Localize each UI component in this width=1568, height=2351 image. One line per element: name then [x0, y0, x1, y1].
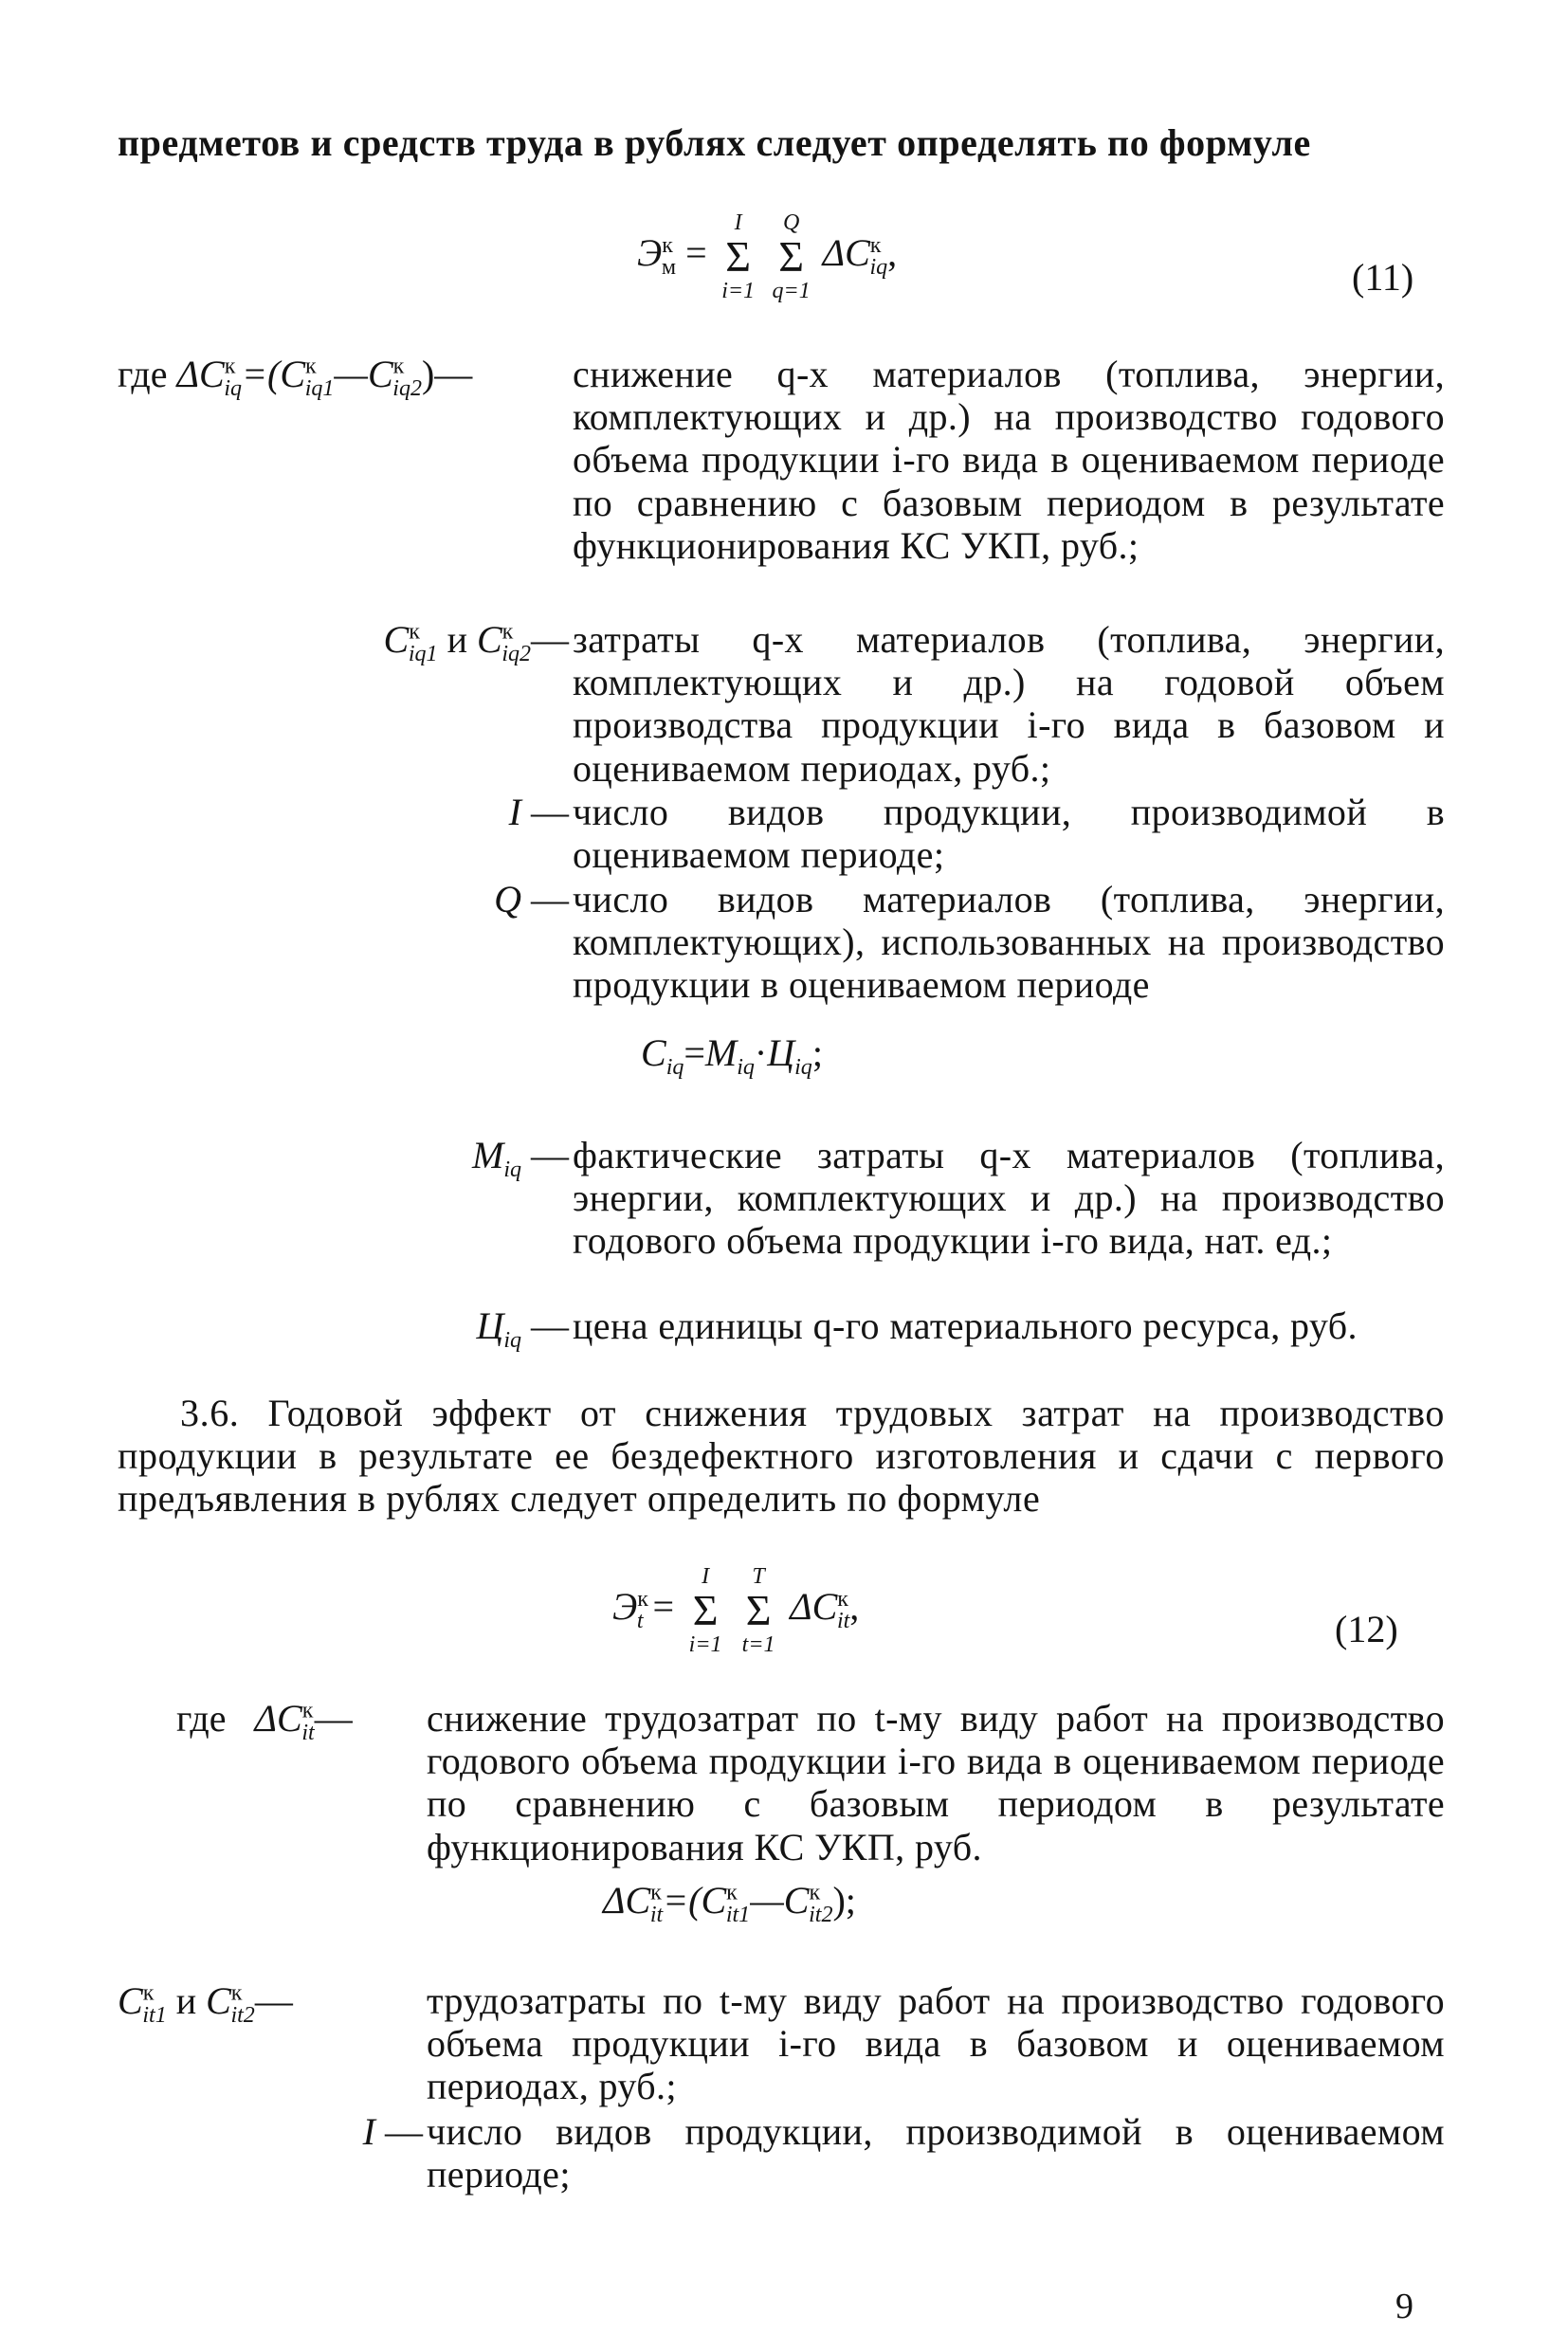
- section-3-6-paragraph: 3.6. Годовой эффект от снижения трудовых затрат на производство продукции в результате ее бездефектного изготовления и сдачи с первого предъявления в рублях следует определить по формуле: [118, 1392, 1445, 1521]
- sum-sign-t: T Σ t=1: [741, 1564, 775, 1657]
- def-term-m-iq: $M_{iq}$ —: [472, 1134, 569, 1182]
- def-text-delta-c-iq: снижение q-х материалов (топлива, энергии, комплектующих и др.) на производство годового объема продукции i-го вида в оцениваемом периоде по сравнению с базовым периодом в результате функционирования КС УКП, руб.;: [573, 353, 1445, 567]
- def-term-c-iq1-c-iq2: $C^к_{iq1}$ и $C^к_{iq2}—$: [383, 618, 569, 666]
- def-text-q: число видов материалов (топлива, энергии, комплектующих), использованных на производство продукции в оцениваемом периоде: [573, 878, 1445, 1007]
- def-text-ts-iq: цена единицы q-го материального ресурса, руб.: [573, 1304, 1358, 1347]
- formula-12: $Э^к_t$ = I Σ i=1 T Σ t=1 $\Delta C^к_{it}$,: [612, 1564, 860, 1657]
- def-text-delta-c-it: снижение трудозатрат по t-му виду работ на производство годового объема продукции i-го вида в оцениваемом периоде по сравнению с базовым периодом в результате функционирования КС УКП, руб.: [427, 1697, 1445, 1868]
- def-text-i-12: число видов продукции, производимой в оцениваемом периоде;: [427, 2110, 1445, 2196]
- formula-11: $Э^к_м$ = I Σ i=1 Q Σ q=1 $\Delta C^к_{iq}$,: [637, 210, 898, 303]
- page-number: 9: [1395, 2287, 1413, 2326]
- formula-c-iq: $C_{iq}=M_{iq}\cdot Ц_{iq}$;: [641, 1031, 823, 1080]
- equation-number-11: (11): [1352, 256, 1414, 299]
- def-term-i-12: I —: [362, 2110, 423, 2153]
- def-text-c-iq: затраты q-х материалов (топлива, энергии, комплектующих и др.) на годовой объем производства продукции i-го вида в базовом и оцениваемом периодах, руб.;: [573, 618, 1445, 790]
- def-term-i: I —: [508, 791, 569, 833]
- sum-sign-q: Q Σ q=1: [772, 210, 811, 303]
- sum-sign-i-12: I Σ i=1: [688, 1564, 722, 1657]
- sum-sign-i: I Σ i=1: [721, 210, 756, 303]
- def-text-c-it: трудозатраты по t-му виду работ на производство годового объема продукции i-го вида в базовом и оцениваемом периодах, руб.;: [427, 1979, 1445, 2108]
- intro-paragraph: предметов и средств труда в рублях следует определять по формуле: [118, 121, 1311, 164]
- def-term-delta-c-it: где $\Delta C^к_{it}—$: [176, 1697, 353, 1745]
- def-term-c-it1-c-it2: $C^к_{it1}$ и $C^к_{it2}—$: [118, 1979, 293, 2028]
- def-text-m-iq: фактические затраты q-х материалов (топлива, энергии, комплектующих и др.) на производство годового объема продукции i-го вида, нат. ед.;: [573, 1134, 1445, 1263]
- def-text-i: число видов продукции, производимой в оцениваемом периоде;: [573, 791, 1445, 877]
- def-term-q: Q —: [494, 878, 569, 920]
- def-term-ts-iq: $Ц_{iq}$ —: [476, 1304, 569, 1353]
- formula-11-lhs: Э: [637, 231, 663, 275]
- def-term-delta-c-iq: где $\Delta C^к_{iq}=(C^к_{iq1}—C^к_{iq2})—$: [118, 353, 473, 401]
- equation-number-12: (12): [1335, 1608, 1398, 1650]
- formula-delta-c-it: $\Delta C^к_{it}=(C^к_{it1}—C^к_{it2})$;: [603, 1879, 856, 1927]
